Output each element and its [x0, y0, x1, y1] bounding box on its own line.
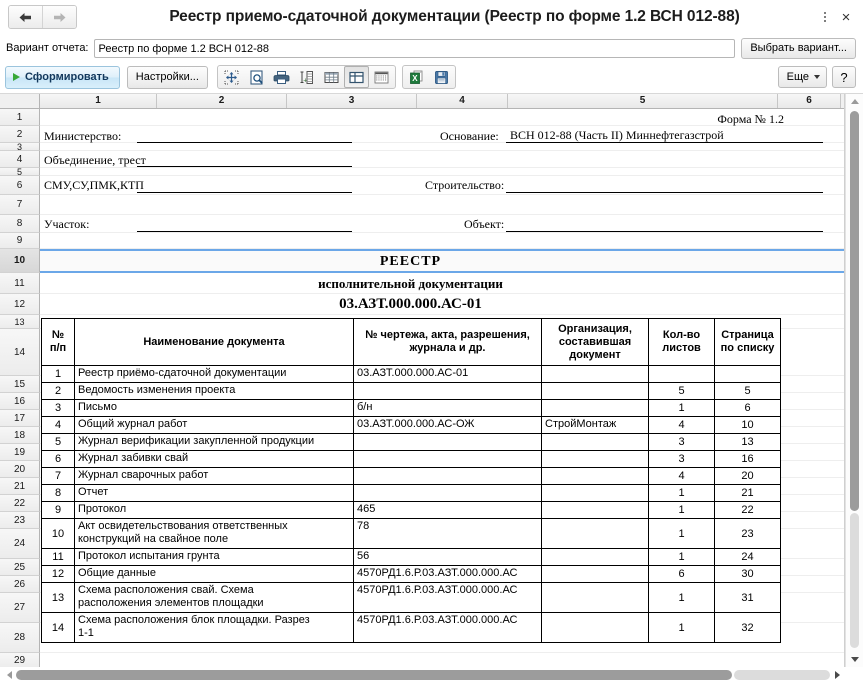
- cell-page: 6: [715, 400, 781, 417]
- cell-doc: 4570РД1.6.Р.03.АЗТ.000.000.АС: [354, 566, 542, 583]
- select-variant-button[interactable]: Выбрать вариант...: [741, 38, 856, 59]
- field-label-object: Объект:: [464, 217, 505, 231]
- field-rule-object: [506, 231, 823, 232]
- row-header-2[interactable]: 2: [0, 126, 40, 143]
- cell-no: 12: [42, 566, 75, 583]
- cell-page: [715, 366, 781, 383]
- table-row[interactable]: [42, 519, 781, 549]
- export-to-excel-icon[interactable]: [404, 66, 429, 88]
- vertical-scroll-remainder[interactable]: [850, 513, 859, 648]
- row-header-13[interactable]: 13: [0, 315, 40, 329]
- cell-doc: 03.АЗТ.000.000.АС-01: [354, 366, 542, 383]
- print-preview-icon[interactable]: [244, 66, 269, 88]
- cell-page: 30: [715, 566, 781, 583]
- cell-doc: [354, 468, 542, 485]
- cell-name: Акт освидетельствования ответственных конструкций на свайное поле: [75, 519, 354, 549]
- cell-org: [542, 519, 649, 549]
- column-header-5[interactable]: 5: [508, 94, 778, 108]
- cell-page: 21: [715, 485, 781, 502]
- row-header-4[interactable]: 4: [0, 151, 40, 168]
- vertical-scroll-track[interactable]: [846, 109, 863, 652]
- report-title-code: 03.АЗТ.000.000.АС-01: [339, 296, 482, 312]
- fit-to-page-icon[interactable]: [219, 66, 244, 88]
- col-head-org: [542, 319, 649, 366]
- column-header-1[interactable]: 1: [40, 94, 157, 108]
- cell-name: Журнал забивки свай: [75, 451, 354, 468]
- col-head-line: по списку: [720, 342, 775, 354]
- col-head-line: №: [51, 329, 65, 341]
- row-header-27[interactable]: 27: [0, 593, 40, 623]
- cell-sheets: 1: [649, 519, 715, 549]
- col-head-sheets: [649, 319, 715, 366]
- cell-doc: 56: [354, 549, 542, 566]
- cell-page: 5: [715, 383, 781, 400]
- column-header-2[interactable]: 2: [157, 94, 287, 108]
- table-row[interactable]: [42, 451, 781, 468]
- cell-no: 11: [42, 549, 75, 566]
- cell-doc: 4570РД1.6.Р.03.АЗТ.000.000.АС: [354, 583, 542, 613]
- report-title-subtitle: исполнительной документации: [318, 276, 503, 291]
- cell-sheets: 4: [649, 468, 715, 485]
- cell-name: Схема расположения свай. Схема расположения элементов площадки: [75, 583, 354, 613]
- row-body-11[interactable]: [40, 273, 844, 294]
- row-header-3[interactable]: 3: [0, 143, 40, 151]
- field-rule-association: [137, 166, 352, 167]
- field-rule-section: [137, 231, 352, 232]
- row-header-18[interactable]: 18: [0, 427, 40, 444]
- registry-table-head: [42, 319, 781, 366]
- row-body-5[interactable]: [40, 168, 844, 176]
- window-title-bar: [0, 0, 863, 35]
- cell-page: 20: [715, 468, 781, 485]
- close-icon[interactable]: ×: [841, 8, 851, 26]
- cell-sheets: 4: [649, 417, 715, 434]
- cell-name: Реестр приёмо-сдаточной документации: [75, 366, 354, 383]
- table-row[interactable]: [42, 549, 781, 566]
- cell-org: [542, 566, 649, 583]
- row-header-29[interactable]: 29: [0, 653, 40, 667]
- page-break-icon[interactable]: [369, 66, 394, 88]
- row-header-26[interactable]: 26: [0, 576, 40, 593]
- cell-doc: 465: [354, 502, 542, 519]
- cell-org: [542, 485, 649, 502]
- table-row[interactable]: [42, 417, 781, 434]
- row-header-8[interactable]: 8: [0, 215, 40, 233]
- page-setup-icon[interactable]: [294, 66, 319, 88]
- select-all-corner[interactable]: [0, 94, 40, 108]
- row-header-16[interactable]: 16: [0, 393, 40, 410]
- cell-no: 7: [42, 468, 75, 485]
- cell-org: [542, 583, 649, 613]
- row-header-17[interactable]: 17: [0, 410, 40, 427]
- field-label-association: Объединение, трест: [44, 153, 146, 167]
- field-value-basis: ВСН 012-88 (Часть II) Миннефтегазстрой: [510, 128, 724, 142]
- cell-org: [542, 434, 649, 451]
- cell-doc: [354, 383, 542, 400]
- cell-doc: [354, 451, 542, 468]
- row-header-7[interactable]: 7: [0, 195, 40, 215]
- field-label-section: Участок:: [44, 217, 90, 231]
- help-button[interactable]: ?: [832, 66, 856, 88]
- cell-org: [542, 502, 649, 519]
- col-head-doc: [354, 319, 542, 366]
- cell-no: 13: [42, 583, 75, 613]
- svg-text:+: +: [303, 77, 308, 85]
- row-body-29[interactable]: [40, 653, 844, 667]
- table-row[interactable]: [42, 366, 781, 383]
- table-row[interactable]: [42, 383, 781, 400]
- col-head-line: документ: [569, 348, 621, 361]
- show-grid-icon[interactable]: [319, 66, 344, 88]
- cell-page: 31: [715, 583, 781, 613]
- cell-org: [542, 451, 649, 468]
- horizontal-scrollbar[interactable]: [0, 667, 846, 683]
- col-head-line: листов: [662, 342, 701, 354]
- show-headers-icon[interactable]: [344, 66, 369, 88]
- cell-name: Письмо: [75, 400, 354, 417]
- cell-name: Журнал сварочных работ: [75, 468, 354, 485]
- cell-org: [542, 468, 649, 485]
- row-header-25[interactable]: 25: [0, 559, 40, 576]
- col-head-line: № чертежа, акта, разрешения,: [365, 329, 530, 341]
- row-body-1[interactable]: [40, 109, 844, 126]
- cell-org: СтройМонтаж: [542, 417, 649, 434]
- cell-name: Общие данные: [75, 566, 354, 583]
- scroll-left-icon[interactable]: [2, 671, 16, 679]
- row-header-10[interactable]: 10: [0, 249, 40, 273]
- cell-sheets: 1: [649, 583, 715, 613]
- horizontal-scroll-thumb[interactable]: [16, 670, 732, 680]
- sheet-row-8: [0, 215, 844, 233]
- scroll-right-icon[interactable]: [830, 671, 844, 679]
- scroll-up-icon[interactable]: [846, 94, 863, 109]
- cell-sheets: 1: [649, 549, 715, 566]
- column-header-4[interactable]: 4: [417, 94, 508, 108]
- vertical-scrollbar[interactable]: [845, 94, 863, 667]
- table-row[interactable]: [42, 583, 781, 613]
- table-row[interactable]: [42, 613, 781, 643]
- column-header-6[interactable]: 6: [778, 94, 841, 108]
- field-rule-construction: [506, 192, 823, 193]
- cell-page: 10: [715, 417, 781, 434]
- kebab-menu-icon[interactable]: [818, 7, 832, 27]
- row-body-7[interactable]: [40, 195, 844, 215]
- row-header-14[interactable]: 14: [0, 329, 40, 376]
- cell-sheets: 3: [649, 451, 715, 468]
- report-variant-bar: [0, 35, 863, 61]
- cell-no: 5: [42, 434, 75, 451]
- settings-button[interactable]: Настройки...: [127, 66, 208, 89]
- sheet-row-11: [0, 273, 844, 294]
- row-body-3[interactable]: [40, 143, 844, 151]
- cell-page: 22: [715, 502, 781, 519]
- cell-no: 1: [42, 366, 75, 383]
- col-head-line: Страница: [721, 329, 774, 341]
- cell-doc: б/н: [354, 400, 542, 417]
- cell-no: 8: [42, 485, 75, 502]
- window-controls: [818, 7, 854, 27]
- row-body-12[interactable]: [40, 294, 844, 315]
- cell-sheets: 1: [649, 613, 715, 643]
- cell-name: Общий журнал работ: [75, 417, 354, 434]
- cell-org: [542, 383, 649, 400]
- spreadsheet-bottom-bar: [0, 667, 863, 683]
- more-menu-button[interactable]: [778, 66, 827, 88]
- cell-org: [542, 366, 649, 383]
- cell-org: [542, 549, 649, 566]
- row-body-10[interactable]: [40, 249, 844, 273]
- cell-name: Протокол испытания грунта: [75, 549, 354, 566]
- row-header-9[interactable]: 9: [0, 233, 40, 249]
- report-variant-input[interactable]: Реестр по форме 1.2 ВСН 012-88: [94, 39, 736, 58]
- back-button[interactable]: [9, 6, 42, 28]
- cell-no: 4: [42, 417, 75, 434]
- col-head-line: Кол-во: [662, 329, 701, 341]
- table-row[interactable]: [42, 468, 781, 485]
- field-label-construction: Строительство:: [425, 178, 505, 192]
- row-header-20[interactable]: 20: [0, 461, 40, 478]
- row-header-21[interactable]: 21: [0, 478, 40, 495]
- cell-no: 3: [42, 400, 75, 417]
- report-variant-label: Вариант отчета:: [6, 42, 89, 54]
- sheet-row-3: [0, 143, 844, 151]
- cell-page: 16: [715, 451, 781, 468]
- sheet-row-10: [0, 249, 844, 273]
- col-head-line: п/п: [49, 342, 67, 354]
- navigation-buttons: [8, 5, 77, 29]
- horizontal-scroll-remainder[interactable]: [734, 670, 830, 680]
- row-header-5[interactable]: 5: [0, 168, 40, 176]
- sheet-row-29: [0, 653, 844, 667]
- play-icon: [13, 73, 20, 81]
- svg-text:X: X: [412, 73, 418, 83]
- row-header-12[interactable]: 12: [0, 294, 40, 315]
- export-tool-group: [402, 65, 456, 89]
- field-label-smu: СМУ,СУ,ПМК,КТП: [44, 178, 144, 192]
- table-row[interactable]: [42, 400, 781, 417]
- cell-page: 23: [715, 519, 781, 549]
- field-label-ministry: Министерство:: [44, 129, 122, 143]
- cell-name: Схема расположения блок площадки. Разрез 1-1: [75, 613, 354, 643]
- row-body-4[interactable]: [40, 151, 844, 168]
- cell-page: 24: [715, 549, 781, 566]
- col-head-line: Организация,: [558, 322, 632, 335]
- report-toolbar: [0, 61, 863, 94]
- scrollbar-corner: [846, 667, 863, 683]
- cell-name: Журнал верификации закупленной продукции: [75, 434, 354, 451]
- cell-no: 14: [42, 613, 75, 643]
- row-body-9[interactable]: [40, 233, 844, 249]
- cell-doc: [354, 485, 542, 502]
- spreadsheet-area: [0, 94, 863, 667]
- col-head-line: Наименование документа: [143, 335, 285, 348]
- table-row[interactable]: [42, 502, 781, 519]
- row-header-15[interactable]: 15: [0, 376, 40, 393]
- report-title-main: РЕЕСТР: [379, 254, 442, 269]
- col-head-line: журнала и др.: [409, 342, 486, 354]
- cell-sheets: 1: [649, 400, 715, 417]
- print-icon[interactable]: [269, 66, 294, 88]
- cell-doc: 78: [354, 519, 542, 549]
- field-rule-smu: [137, 192, 352, 193]
- registry-header-row: [42, 319, 781, 366]
- registry-table[interactable]: [41, 318, 781, 643]
- chevron-down-icon: [814, 75, 820, 79]
- sheet-row-7: [0, 195, 844, 215]
- cell-doc: [354, 434, 542, 451]
- row-header-11[interactable]: 11: [0, 273, 40, 294]
- view-tool-group: [217, 65, 396, 89]
- horizontal-scroll-track[interactable]: [16, 670, 830, 680]
- column-header-3[interactable]: 3: [287, 94, 417, 108]
- cell-no: 9: [42, 502, 75, 519]
- row-header-6[interactable]: 6: [0, 176, 40, 195]
- generate-report-label: Сформировать: [25, 71, 109, 83]
- row-header-19[interactable]: 19: [0, 444, 40, 461]
- cell-org: [542, 400, 649, 417]
- row-header-22[interactable]: 22: [0, 495, 40, 512]
- table-row[interactable]: [42, 566, 781, 583]
- cell-sheets: [649, 366, 715, 383]
- registry-table-body: [42, 366, 781, 643]
- save-icon[interactable]: [429, 66, 454, 88]
- cell-name: Протокол: [75, 502, 354, 519]
- cell-page: 32: [715, 613, 781, 643]
- cell-no: 6: [42, 451, 75, 468]
- cell-no: 2: [42, 383, 75, 400]
- col-head-line: составившая: [558, 335, 632, 348]
- row-header-23[interactable]: 23: [0, 512, 40, 529]
- sheet-row-5: [0, 168, 844, 176]
- vertical-scroll-thumb[interactable]: [850, 111, 859, 511]
- row-header-28[interactable]: 28: [0, 623, 40, 653]
- table-row[interactable]: [42, 434, 781, 451]
- generate-report-button[interactable]: [5, 66, 120, 89]
- sheet-row-1: [0, 109, 844, 126]
- sheet-row-9: [0, 233, 844, 249]
- table-row[interactable]: [42, 485, 781, 502]
- cell-name: Отчет: [75, 485, 354, 502]
- scroll-down-icon[interactable]: [846, 652, 863, 667]
- cell-sheets: 6: [649, 566, 715, 583]
- sheet-row-12: [0, 294, 844, 315]
- more-menu-label: Еще: [786, 71, 809, 83]
- col-head-no: [42, 319, 75, 366]
- cell-doc: 03.АЗТ.000.000.АС-ОЖ: [354, 417, 542, 434]
- cell-sheets: 1: [649, 485, 715, 502]
- row-header-1[interactable]: 1: [0, 109, 40, 126]
- cell-sheets: 5: [649, 383, 715, 400]
- col-head-name: [75, 319, 354, 366]
- forward-button[interactable]: [42, 6, 76, 28]
- cell-org: [542, 613, 649, 643]
- sheet-row-6: [0, 176, 844, 195]
- page-title: Реестр приемо-сдаточной документации (Реестр по форме 1.2 ВСН 012-88): [169, 8, 740, 25]
- col-head-page: [715, 319, 781, 366]
- cell-sheets: 1: [649, 502, 715, 519]
- column-header-row: [0, 94, 844, 109]
- sheet-row-2: [0, 126, 844, 143]
- row-body-2[interactable]: [40, 126, 844, 143]
- row-body-8[interactable]: [40, 215, 844, 233]
- field-label-basis: Основание:: [440, 129, 499, 143]
- form-number-label: Форма № 1.2: [717, 112, 784, 126]
- cell-sheets: 3: [649, 434, 715, 451]
- row-body-6[interactable]: [40, 176, 844, 195]
- spreadsheet-canvas[interactable]: [0, 94, 845, 667]
- cell-no: 10: [42, 519, 75, 549]
- cell-name: Ведомость изменения проекта: [75, 383, 354, 400]
- cell-doc: 4570РД1.6.Р.03.АЗТ.000.000.АС: [354, 613, 542, 643]
- row-header-24[interactable]: 24: [0, 529, 40, 559]
- cell-page: 13: [715, 434, 781, 451]
- sheet-row-4: [0, 151, 844, 168]
